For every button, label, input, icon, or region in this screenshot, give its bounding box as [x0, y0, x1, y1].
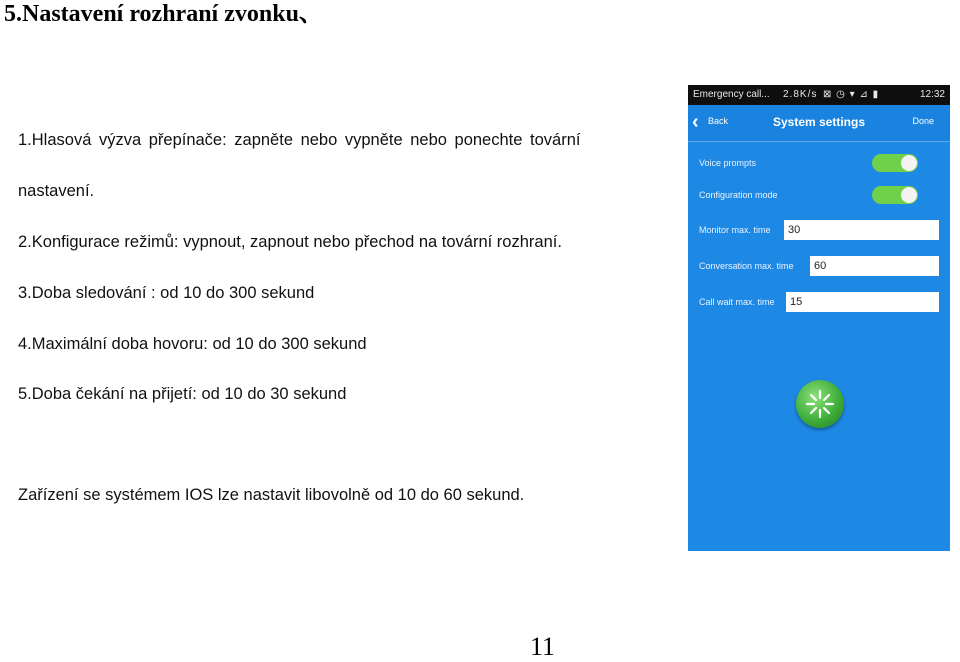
status-icons: ⊠ ◷ ▾ ⊿ ▮ — [823, 89, 880, 100]
back-button[interactable]: Back — [708, 116, 729, 126]
screen-title: System settings — [772, 115, 866, 129]
status-time: 12:32 — [919, 89, 945, 100]
configuration-mode-toggle[interactable] — [872, 186, 918, 204]
paragraph-ios-note: Zařízení se systémem IOS lze nastavit libovolně od 10 do 60 sekund. — [18, 486, 525, 504]
paragraph-config-mode: 2.Konfigurace režimů: vypnout, zapnout nebo přechod na tovární rozhraní. — [18, 233, 562, 251]
page-number: 11 — [530, 632, 556, 661]
paragraph-voice-prompt-cont: nastavení. — [18, 182, 95, 200]
configuration-mode-label: Configuration mode — [699, 190, 778, 200]
status-speed: 2.8K/s — [783, 89, 818, 100]
paragraph-call-wait-time: 5.Doba čekání na přijetí: od 10 do 30 sekund — [18, 385, 347, 403]
paragraph-monitor-time: 3.Doba sledování : od 10 do 300 sekund — [18, 284, 315, 302]
voice-prompts-label: Voice prompts — [699, 158, 757, 168]
paragraph-voice-prompt: 1.Hlasová výzva přepínače: zapněte nebo vypněte nebo ponechte tovární — [18, 131, 581, 149]
section-heading: 5.Nastavení rozhraní zvonku、 — [4, 1, 323, 27]
status-notification-text: Emergency call... — [693, 89, 770, 100]
phone-screenshot — [688, 85, 950, 551]
done-button[interactable]: Done — [912, 116, 934, 126]
title-divider — [688, 141, 950, 142]
spinner-rays — [796, 380, 844, 428]
call-wait-max-time-label: Call wait max. time — [699, 297, 775, 307]
conversation-max-time-label: Conversation max. time — [699, 261, 794, 271]
monitor-max-time-label: Monitor max. time — [699, 225, 771, 235]
paragraph-conversation-time: 4.Maximální doba hovoru: od 10 do 300 sekund — [18, 335, 367, 353]
toggle-knob — [901, 155, 917, 171]
status-bar — [688, 85, 950, 105]
conversation-max-time-input[interactable]: 60 — [810, 256, 939, 276]
call-wait-max-time-input[interactable]: 15 — [786, 292, 939, 312]
monitor-max-time-input[interactable]: 30 — [784, 220, 939, 240]
loading-spinner-icon — [796, 380, 844, 428]
back-arrow-icon[interactable]: ‹ — [692, 111, 699, 133]
title-bar — [688, 105, 950, 141]
toggle-knob — [901, 187, 917, 203]
voice-prompts-toggle[interactable] — [872, 154, 918, 172]
